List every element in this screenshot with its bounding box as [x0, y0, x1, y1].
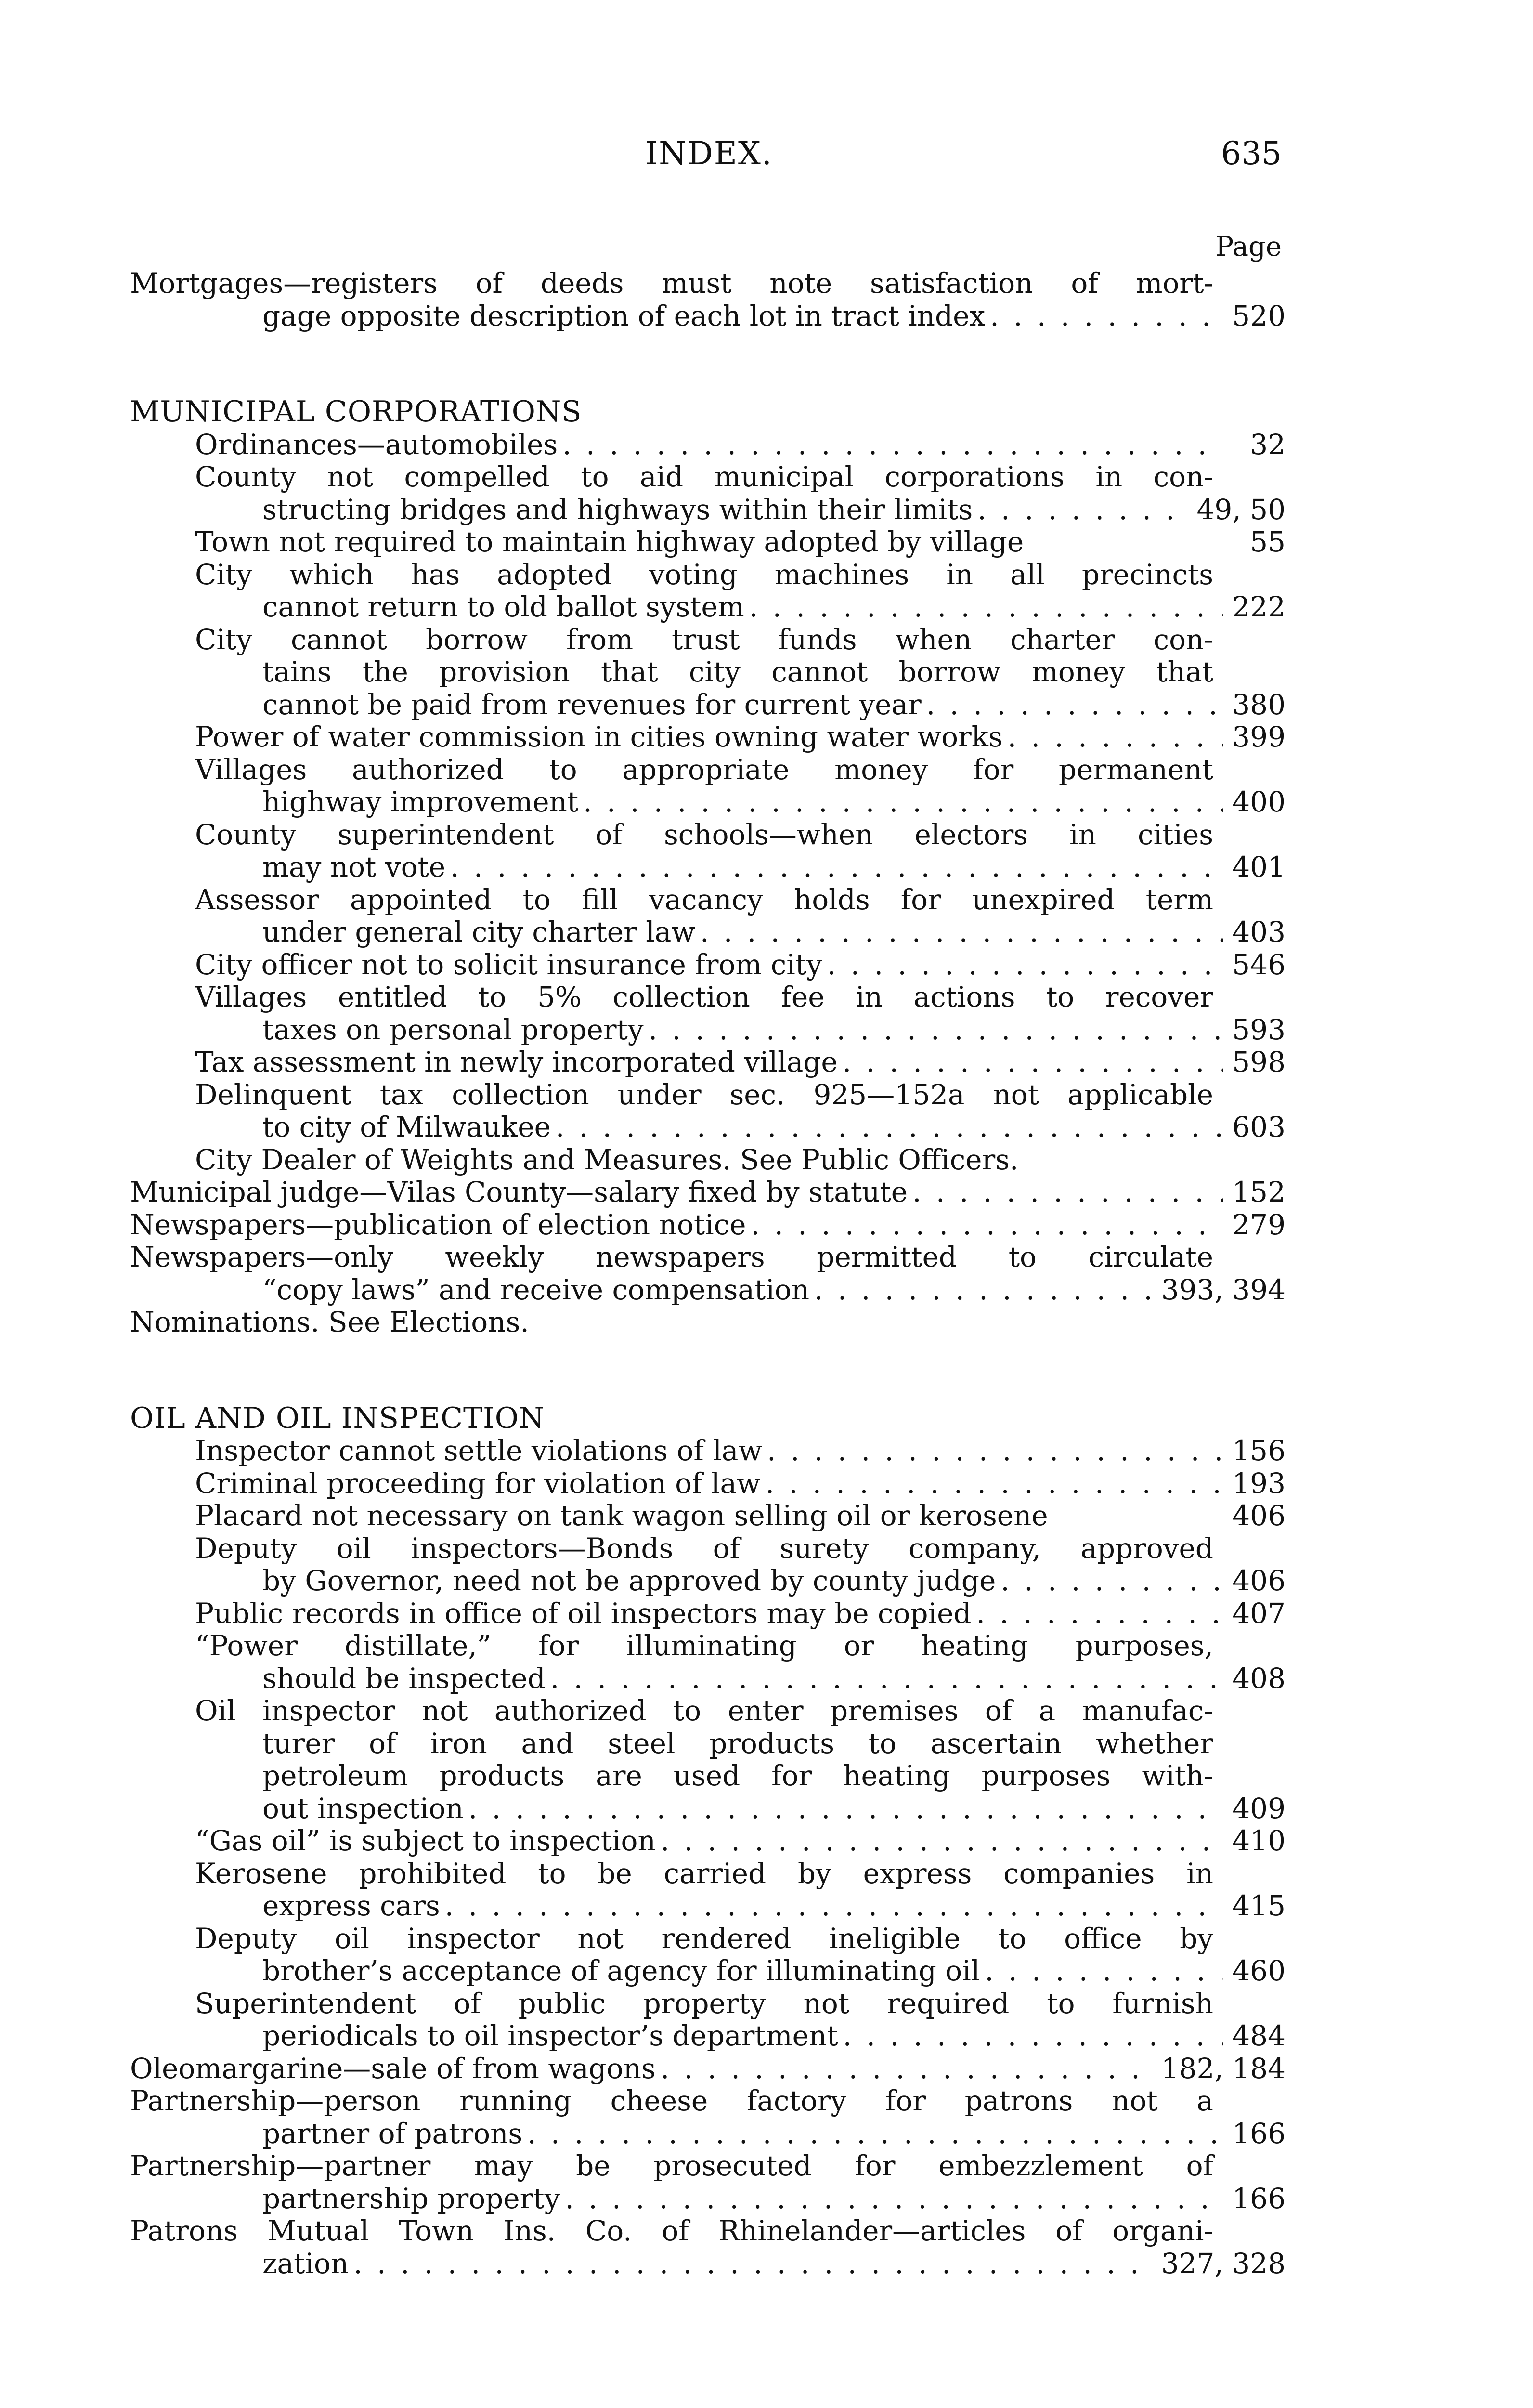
dot-leader [445, 1890, 1223, 1923]
dot-leader [767, 1435, 1223, 1467]
page-reference: 166 [1232, 2182, 1286, 2215]
index-entry [130, 721, 1286, 754]
entry-line [130, 2020, 1286, 2053]
entry-text: cannot return to old ballot system [262, 590, 744, 623]
entry-line [130, 1597, 1286, 1630]
page-reference: 415 [1232, 1889, 1286, 1922]
entry-text: cannot be paid from revenues for current year [262, 688, 922, 721]
dot-leader [556, 1111, 1223, 1144]
entry-line [130, 1793, 1286, 1825]
entry-line [130, 1209, 1286, 1242]
entry-text: City Dealer of Weights and Measures. See Public Officers. [195, 1143, 1019, 1176]
dot-leader [814, 1274, 1156, 1307]
index-entry [130, 1176, 1286, 1209]
dot-leader [1000, 1565, 1223, 1597]
index-entry [130, 981, 1286, 1046]
entry-text: Partnership—person running cheese factory for patrons not a [130, 2084, 1213, 2117]
dot-leader [990, 300, 1223, 333]
entry-text: may not vote [262, 851, 446, 883]
index-entry [130, 1435, 1286, 1467]
index-entry [130, 1144, 1286, 1177]
entry-text: Superintendent of public property not required to furnish [195, 1987, 1213, 2020]
entry-text: Power of water commission in cities owning water works [195, 720, 1003, 753]
entry-line [130, 429, 1286, 461]
index-entry [130, 559, 1286, 624]
entry-line [130, 1858, 1286, 1890]
entry-text: Town not required to maintain highway adopted by village [195, 525, 1024, 558]
entry-line [130, 1890, 1286, 1923]
entry-text: by Governor, need not be approved by county judge [262, 1564, 996, 1597]
entry-line [130, 559, 1286, 591]
entry-text: under general city charter law [262, 916, 695, 948]
index-entry [130, 1467, 1286, 1500]
entry-text: Newspapers—only weekly newspapers permitted to circulate [130, 1241, 1213, 1273]
page-reference: 327, 328 [1161, 2247, 1286, 2280]
entry-text: zation [262, 2247, 349, 2280]
page-reference: 393, 394 [1161, 1273, 1286, 1306]
entry-line [130, 1727, 1286, 1760]
entry-line [130, 1306, 1286, 1339]
page-reference: 403 [1232, 916, 1286, 948]
entry-line [130, 2085, 1286, 2118]
entry-text: Ordinances—automobiles [195, 428, 558, 461]
page-reference: 603 [1232, 1111, 1286, 1143]
entry-line [130, 721, 1286, 754]
entry-text: “copy laws” and receive compensation [262, 1273, 810, 1306]
entry-text: Assessor appointed to fill vacancy holds for unexpired term [195, 883, 1213, 916]
entry-line [130, 1988, 1286, 2020]
entry-text: County not compelled to aid municipal corporations in con- [195, 460, 1213, 493]
dot-leader [751, 1209, 1223, 1242]
dot-leader [649, 1014, 1223, 1047]
entry-text: City officer not to solicit insurance from city [195, 948, 822, 981]
entry-text: Public records in office of oil inspectors may be copied [195, 1597, 972, 1630]
index-entry [130, 526, 1286, 559]
dot-leader [912, 1176, 1223, 1209]
entry-text: turer of iron and steel products to ascertain whether [262, 1727, 1213, 1760]
index-entry [130, 461, 1286, 526]
page-reference: 598 [1232, 1046, 1286, 1078]
dot-leader [749, 591, 1223, 624]
entry-text: Oleomargarine—sale of from wagons [130, 2052, 656, 2085]
entry-line [130, 1630, 1286, 1662]
entry-line [130, 656, 1286, 689]
index-body [130, 267, 1286, 2280]
entry-text: Nominations. See Elections. [130, 1306, 529, 1338]
entry-line [130, 1500, 1286, 1532]
page-reference: 222 [1232, 590, 1286, 623]
entry-line [130, 1176, 1286, 1209]
index-entry [130, 884, 1286, 949]
index-entry [130, 1597, 1286, 1630]
index-entry [130, 1241, 1286, 1306]
index-entry [130, 1695, 1286, 1825]
page-reference: 409 [1232, 1792, 1286, 1825]
index-entry [130, 1858, 1286, 1923]
page-reference: 401 [1232, 851, 1286, 883]
page-reference: 32 [1250, 428, 1286, 461]
index-entry [130, 1825, 1286, 1858]
entry-text: to city of Milwaukee [262, 1111, 551, 1143]
entry-line [130, 1662, 1286, 1695]
entry-line [130, 461, 1286, 494]
index-entry [130, 1079, 1286, 1144]
entry-text: Inspector cannot settle violations of law [195, 1434, 763, 1467]
index-entry [130, 949, 1286, 982]
entry-text: Patrons Mutual Town Ins. Co. of Rhinelander—articles of organi- [130, 2214, 1213, 2247]
entry-text: City cannot borrow from trust funds when charter con- [195, 623, 1213, 656]
page-reference: 399 [1232, 720, 1286, 753]
entry-line [130, 526, 1286, 559]
entry-line [130, 2118, 1286, 2150]
entry-text: tains the provision that city cannot borrow money that [262, 655, 1213, 688]
entry-text: City which has adopted voting machines in all precincts [195, 558, 1213, 591]
entry-line [130, 689, 1286, 721]
dot-leader [843, 1046, 1223, 1079]
page-reference: 460 [1232, 1954, 1286, 1987]
entry-text: Partnership—partner may be prosecuted for embezzlement of [130, 2149, 1213, 2182]
entry-text: Newspapers—publication of election notice [130, 1208, 746, 1241]
dot-leader [562, 429, 1223, 461]
index-entry [130, 2085, 1286, 2150]
entry-text: Delinquent tax collection under sec. 925—152a not applicable [195, 1078, 1213, 1111]
section-heading: MUNICIPAL CORPORATIONS [130, 395, 582, 429]
index-entry [130, 2150, 1286, 2215]
entry-line [130, 1565, 1286, 1597]
entry-text: partnership property [262, 2182, 560, 2215]
index-entry [130, 429, 1286, 461]
entry-text: “Power distillate,” for illuminating or heating purposes, [195, 1629, 1213, 1662]
entry-text: Municipal judge—Vilas County—salary fixed by statute [130, 1176, 908, 1208]
entry-line [130, 2248, 1286, 2280]
dot-leader [468, 1793, 1223, 1825]
entry-line [130, 1046, 1286, 1079]
page-reference: 408 [1232, 1662, 1286, 1695]
page-reference: 279 [1232, 1208, 1286, 1241]
entry-text: out inspection [262, 1792, 464, 1825]
dot-leader [766, 1467, 1223, 1500]
entry-line [130, 819, 1286, 851]
dot-leader [926, 689, 1223, 721]
dot-leader [450, 851, 1223, 884]
section-heading: OIL AND OIL INSPECTION [130, 1401, 545, 1435]
page-reference: 55 [1250, 525, 1286, 558]
page-reference: 484 [1232, 2019, 1286, 2052]
entry-text: structing bridges and highways within their limits [262, 493, 973, 526]
dot-leader [843, 2020, 1223, 2053]
page-reference: 406 [1232, 1499, 1286, 1532]
page-reference: 407 [1232, 1597, 1286, 1630]
page-reference: 193 [1232, 1466, 1286, 1500]
entry-line [130, 1144, 1286, 1177]
dot-leader [1008, 721, 1223, 754]
index-entry [130, 819, 1286, 884]
entry-text: Placard not necessary on tank wagon selling oil or kerosene [195, 1499, 1048, 1532]
entry-text: Villages authorized to appropriate money for permanent [195, 753, 1213, 786]
page-reference: 380 [1232, 688, 1286, 721]
dot-leader [661, 1825, 1223, 1858]
entry-line [130, 1241, 1286, 1274]
entry-line [130, 949, 1286, 982]
index-entry [130, 1046, 1286, 1079]
dot-leader [985, 1955, 1223, 1988]
dot-leader [977, 494, 1192, 526]
index-entry [130, 1532, 1286, 1597]
dot-leader [976, 1597, 1223, 1630]
entry-text: Oil inspector not authorized to enter premises of a manufac- [195, 1694, 1213, 1727]
index-entry [130, 1306, 1286, 1339]
entry-line [130, 916, 1286, 949]
running-title: INDEX. [645, 135, 773, 172]
entry-text: Deputy oil inspectors—Bonds of surety company, approved [195, 1531, 1213, 1565]
entry-text: petroleum products are used for heating purposes with- [262, 1759, 1213, 1792]
page-reference: 520 [1232, 299, 1286, 332]
entry-line [130, 851, 1286, 884]
entry-line [130, 624, 1286, 656]
page-reference: 49, 50 [1196, 493, 1286, 526]
entry-text: periodicals to oil inspector’s department [262, 2019, 838, 2052]
entry-line [130, 786, 1286, 819]
entry-line [130, 2183, 1286, 2215]
dot-leader [661, 2053, 1156, 2085]
entry-line [130, 494, 1286, 526]
entry-text: Mortgages—registers of deeds must note satisfaction of mort- [130, 267, 1213, 300]
dot-leader [700, 916, 1223, 949]
entry-line [130, 1923, 1286, 1955]
entry-text: express cars [262, 1889, 440, 1922]
page-reference: 400 [1232, 785, 1286, 818]
dot-leader [353, 2248, 1156, 2280]
index-entry [130, 1988, 1286, 2053]
page-header [130, 135, 1286, 188]
dot-leader [827, 949, 1223, 982]
entry-line [130, 2215, 1286, 2248]
entry-line [130, 1825, 1286, 1858]
entry-line [130, 1467, 1286, 1500]
dot-leader [565, 2183, 1223, 2215]
index-entry [130, 1500, 1286, 1532]
entry-line [130, 981, 1286, 1014]
entry-text: partner of patrons [262, 2117, 523, 2150]
index-entry [130, 1209, 1286, 1242]
dot-leader [583, 786, 1223, 819]
entry-text: taxes on personal property [262, 1013, 644, 1046]
dot-leader [550, 1662, 1223, 1695]
page-column-label: Page [1215, 231, 1282, 262]
entry-line [130, 1111, 1286, 1144]
entry-line [130, 2150, 1286, 2183]
entry-text: should be inspected [262, 1662, 546, 1695]
entry-line [130, 1955, 1286, 1988]
page-reference: 410 [1232, 1824, 1286, 1857]
entry-line [130, 1435, 1286, 1467]
page-reference: 182, 184 [1161, 2052, 1286, 2085]
entry-text: brother’s acceptance of agency for illuminating oil [262, 1954, 980, 1987]
entry-line [130, 1695, 1286, 1727]
entry-text: “Gas oil” is subject to inspection [195, 1824, 656, 1857]
index-entry [130, 2053, 1286, 2085]
entry-line [130, 1274, 1286, 1307]
entry-text: Kerosene prohibited to be carried by express companies in [195, 1857, 1213, 1890]
entry-line [130, 267, 1286, 300]
entry-line [130, 1014, 1286, 1047]
index-entry [130, 1630, 1286, 1695]
index-entry [130, 1923, 1286, 1988]
entry-line [130, 754, 1286, 786]
entry-line [130, 300, 1286, 333]
entry-line [130, 2053, 1286, 2085]
entry-text: highway improvement [262, 785, 579, 818]
entry-text: gage opposite description of each lot in tract index [262, 299, 986, 332]
page-reference: 166 [1232, 2117, 1286, 2150]
entry-line [130, 1079, 1286, 1112]
entry-line [130, 884, 1286, 916]
index-entry [130, 2215, 1286, 2280]
entry-text: County superintendent of schools—when electors in cities [195, 818, 1213, 851]
page-reference: 156 [1232, 1434, 1286, 1467]
entry-line [130, 1760, 1286, 1793]
index-page [130, 0, 1286, 2408]
dot-leader [527, 2118, 1223, 2150]
entry-text: Tax assessment in newly incorporated village [195, 1046, 838, 1078]
page-reference: 406 [1232, 1564, 1286, 1597]
page-reference: 546 [1232, 948, 1286, 981]
page-reference: 152 [1232, 1176, 1286, 1208]
entry-text: Villages entitled to 5% collection fee in actions to recover [195, 981, 1213, 1013]
index-entry [130, 624, 1286, 721]
entry-line [130, 1532, 1286, 1565]
entry-text: Criminal proceeding for violation of law [195, 1466, 761, 1500]
page-number: 635 [1221, 135, 1282, 172]
index-entry [130, 267, 1286, 332]
index-entry [130, 754, 1286, 819]
entry-line [130, 591, 1286, 624]
entry-text: Deputy oil inspector not rendered ineligible to office by [195, 1922, 1213, 1955]
page-reference: 593 [1232, 1013, 1286, 1046]
